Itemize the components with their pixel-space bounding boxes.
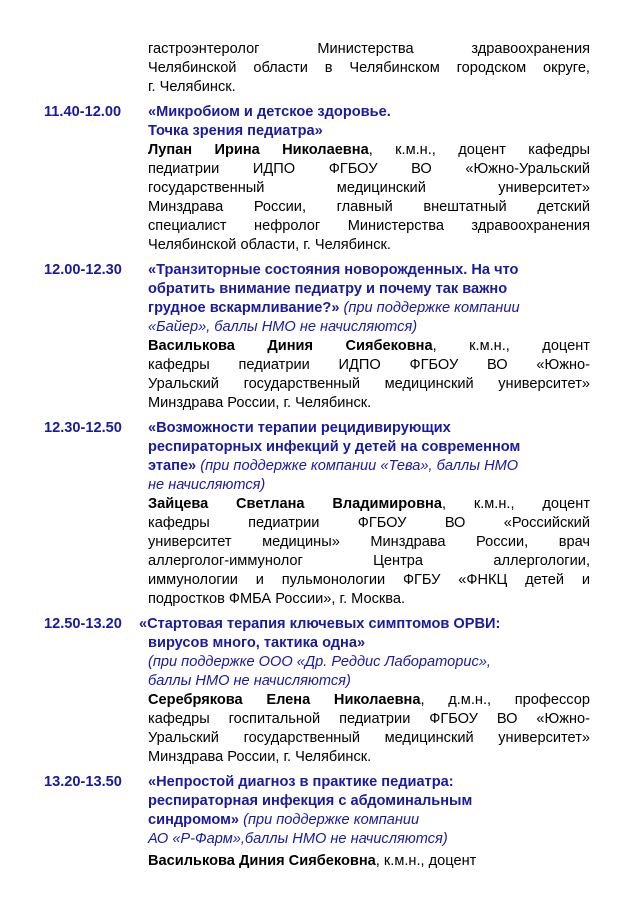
speaker-name: Лупан Ирина Николаевна [148, 142, 369, 158]
speaker-credentials: , к.м.н., доцент [432, 338, 590, 354]
sponsor-note-line: (при поддержке ООО «Др. Реддис Лабораторис», [148, 654, 491, 670]
session-time: 12.30-12.50 [44, 420, 122, 436]
sponsor-note: (при поддержке компании «Тева», баллы НМО [196, 458, 519, 474]
speaker-line [148, 141, 590, 160]
sponsor-note: (при поддержке компании [339, 300, 520, 316]
speaker-credentials: , д.м.н., профессор [420, 692, 590, 708]
speaker-line [148, 852, 476, 871]
session-time: 11.40-12.00 [44, 104, 122, 120]
speaker-line: педиатрии ИДПО ФГБОУ ВО «Южно-Уральский [148, 161, 590, 177]
session-time: 12.00-12.30 [44, 262, 122, 278]
session-title-line: «Транзиторные состояния новорожденных. На что [148, 262, 519, 278]
speaker-line: Минздрава России, главный внештатный детский [148, 199, 590, 215]
session-title-line [148, 457, 518, 476]
sponsor-note-line: «Байер», баллы НМО не начисляются) [148, 319, 418, 335]
session-title-line: вирусов много, тактика одна» [148, 635, 366, 651]
speaker-credentials: , к.м.н., доцент [441, 496, 591, 512]
session-title-line: «Микробиом и детское здоровье. [148, 104, 391, 120]
session-title-line: «Непростой диагноз в практике педиатра: [148, 774, 454, 790]
speaker-line [148, 495, 590, 514]
speaker-name: Василькова Диния Сиябековна [148, 338, 433, 354]
intro-line: гастроэнтеролог Министерства здравоохранения [148, 41, 590, 57]
sponsor-note: (при поддержке компании [239, 812, 420, 828]
speaker-line: Уральский государственный медицинский университет» [148, 730, 590, 746]
session-title-line: обратить внимание педиатру и почему так важно [148, 281, 508, 297]
speaker-line: специалист нефролог Министерства здравоохранения [148, 218, 590, 234]
speaker-line: Уральский государственный медицинский университет» [148, 376, 590, 392]
intro-line: Челябинской области в Челябинском городском округе, [148, 60, 590, 76]
speaker-line: Минздрава России, г. Челябинск. [148, 395, 372, 411]
speaker-line: Минздрава России, г. Челябинск. [148, 749, 372, 765]
session-time: 12.50-13.20 [44, 616, 122, 632]
speaker-name: Серебрякова Елена Николаевна [148, 692, 421, 708]
sponsor-note-line: баллы НМО не начисляются) [148, 673, 351, 689]
speaker-line: кафедры педиатрии ИДПО ФГБОУ ВО «Южно- [148, 357, 590, 373]
speaker-credentials: , к.м.н., доцент [375, 853, 477, 869]
session-title-line [148, 299, 520, 318]
session-title-tail: грудное вскармливание?» [148, 300, 340, 316]
speaker-credentials: , к.м.н., доцент кафедры [368, 142, 590, 158]
session-title-line: «Стартовая терапия ключевых симптомов ОРВИ: [139, 616, 501, 632]
session-title-line: Точка зрения педиатра» [148, 123, 323, 139]
speaker-line: Челябинской области, г. Челябинск. [148, 237, 391, 253]
sponsor-note-line: не начисляются) [148, 477, 266, 493]
speaker-line [148, 337, 590, 356]
speaker-name: Зайцева Светлана Владимировна [148, 496, 442, 512]
speaker-line: аллерголог-иммунолог Центра аллергологии, [148, 553, 590, 569]
session-title-line [148, 811, 419, 830]
speaker-line: иммунологии и пульмонологии ФГБУ «ФНКЦ детей и [148, 572, 590, 588]
speaker-line [148, 691, 590, 710]
speaker-line: государственный медицинский университет» [148, 180, 590, 196]
sponsor-note-line: АО «Р-Фарм»,баллы НМО не начисляются) [148, 831, 448, 847]
session-title-line: респираторных инфекций у детей на современном [148, 439, 521, 455]
speaker-line: университет медицины» Минздрава России, врач [148, 534, 590, 550]
session-title-line: респираторная инфекция с абдоминальным [148, 793, 473, 809]
session-title-line: «Возможности терапии рецидивирующих [148, 420, 451, 436]
speaker-name: Василькова Диния Сиябековна [148, 853, 376, 869]
speaker-line: подростков ФМБА России», г. Москва. [148, 591, 406, 607]
session-title-tail: синдромом» [148, 812, 240, 828]
session-title-tail: этапе» [148, 458, 197, 474]
session-time: 13.20-13.50 [44, 774, 122, 790]
speaker-line: кафедры госпитальной педиатрии ФГБОУ ВО «Южно- [148, 711, 590, 727]
speaker-line: кафедры педиатрии ФГБОУ ВО «Российский [148, 515, 590, 531]
intro-line: г. Челябинск. [148, 79, 236, 95]
